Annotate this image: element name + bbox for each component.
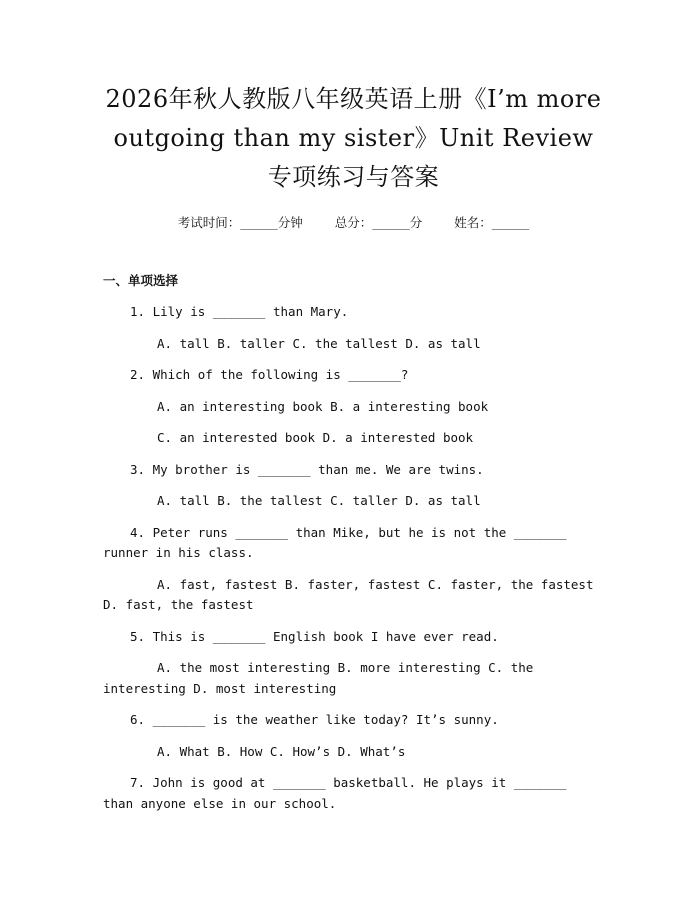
question-3-options: A. tall B. the tallest C. taller D. as tall <box>157 493 481 508</box>
question-1-options: A. tall B. taller C. the tallest D. as tall <box>157 335 481 351</box>
section-heading-multiple-choice: 一、单项选择 <box>103 273 179 288</box>
question-4: 4. Peter runs _______ than Mike, but he is not the _______ runner in his class. <box>103 524 567 560</box>
question-5: 5. This is _______ English book I have ever read. <box>130 628 499 644</box>
question-1: 1. Lily is _______ than Mary. <box>130 304 349 319</box>
question-2-options-ab: A. an interesting book B. a interesting book <box>157 398 489 414</box>
question-2: 2. Which of the following is _______? <box>130 367 409 382</box>
exam-info <box>103 213 604 233</box>
question-6: 6. _______ is the weather like today? It’s sunny. <box>130 712 499 727</box>
question-7: 7. John is good at _______ basketball. He plays it _______ than anyone else in our school. <box>103 775 567 811</box>
exam-time-label: 考试时间：______分钟 <box>177 215 303 230</box>
question-2-options-cd: C. an interested book D. a interested book <box>157 430 474 445</box>
question-list <box>103 302 604 814</box>
question-3: 3. My brother is _______ than me. We are twins. <box>130 461 484 477</box>
document-title: 2026年秋人教版八年级英语上册《I’m more outgoing than my sister》Unit Review专项练习与答案 <box>105 85 602 191</box>
total-score-label: 总分：______分 <box>334 215 423 230</box>
question-4-options: A. fast, fastest B. faster, fastest C. faster, the fastest D. fast, the fastest <box>103 576 594 612</box>
student-name-label: 姓名：______ <box>454 215 530 230</box>
question-5-options: A. the most interesting B. more interesting C. the interesting D. most interesting <box>103 660 534 696</box>
question-6-options: A. What B. How C. How’s D. What’s <box>157 743 406 759</box>
